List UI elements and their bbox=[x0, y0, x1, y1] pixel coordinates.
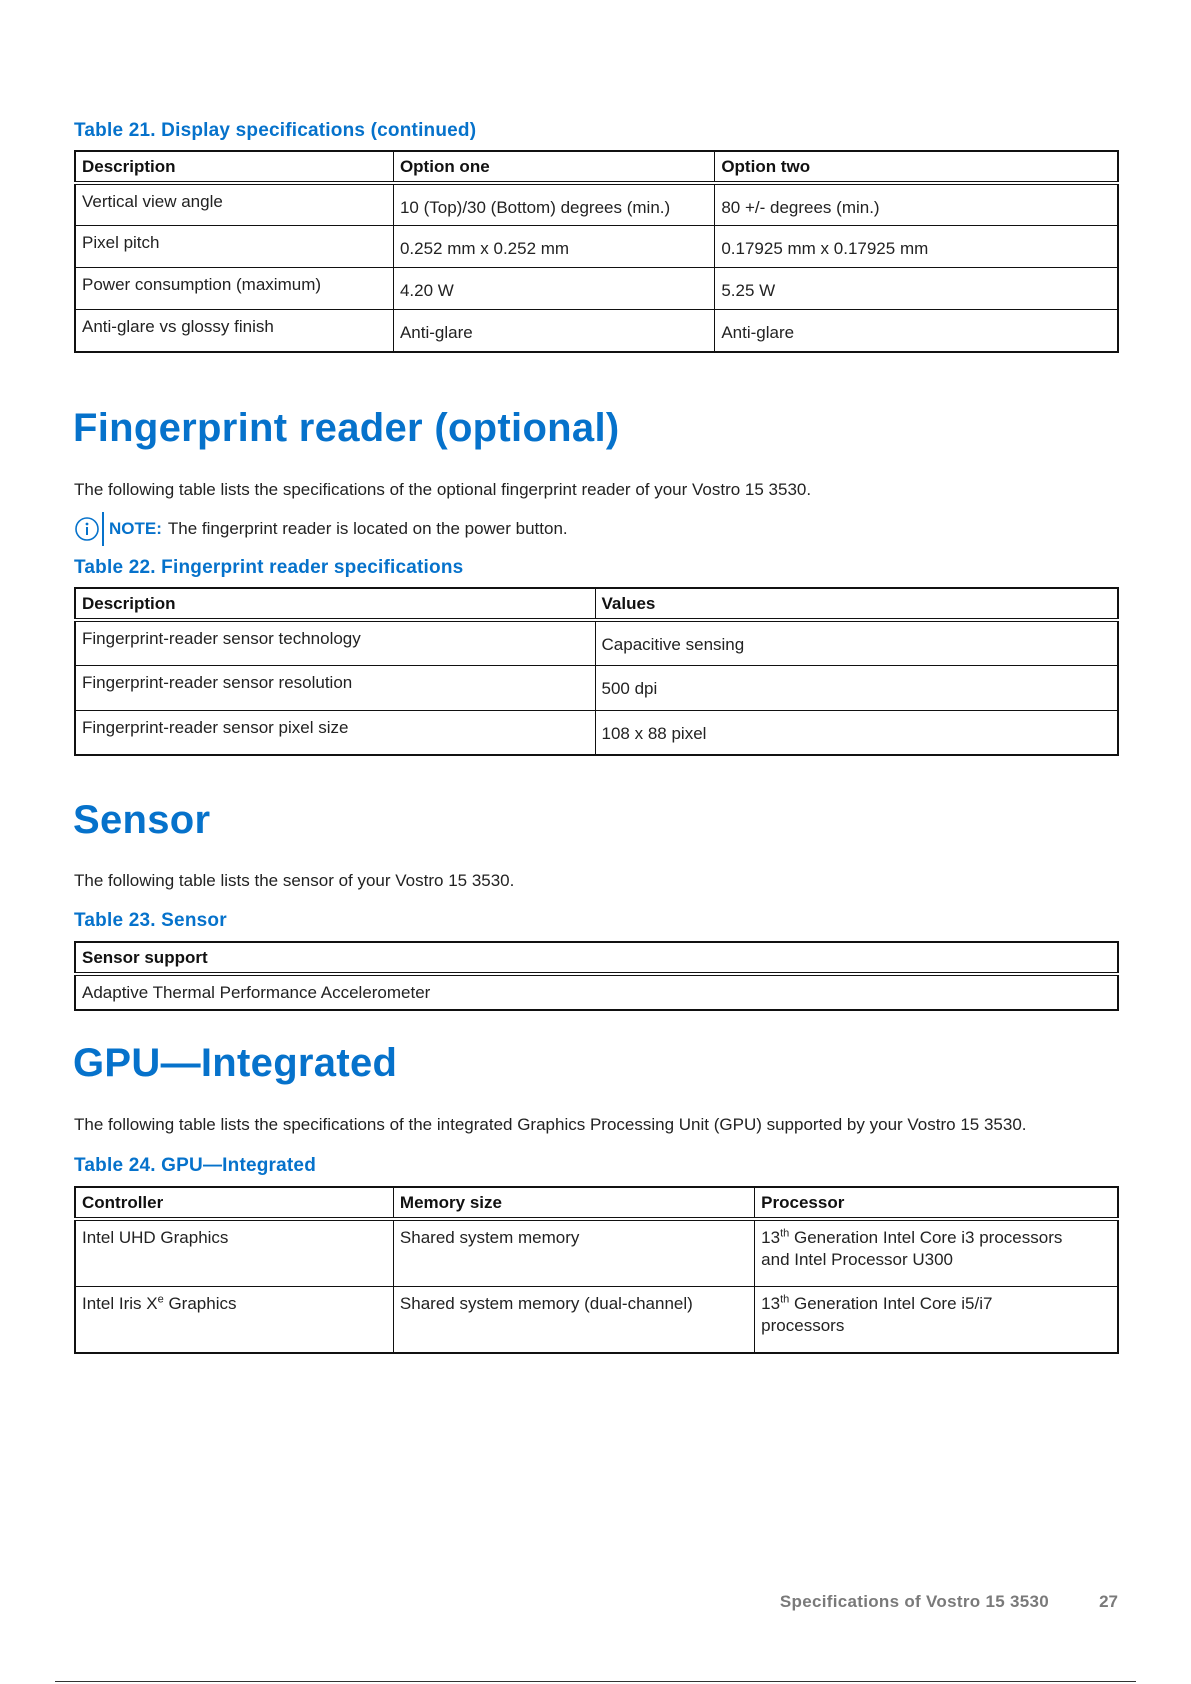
footer-title: Specifications of Vostro 15 3530 bbox=[779, 1592, 1049, 1611]
table-row bbox=[75, 710, 1118, 755]
fingerprint-table-caption: Table 22. Fingerprint reader specifications bbox=[74, 557, 464, 578]
table-cell: Shared system memory bbox=[393, 1219, 754, 1286]
processor-line: and Intel Processor U300 bbox=[761, 1250, 954, 1269]
table-row bbox=[75, 974, 1118, 1010]
table-cell: 4.20 W bbox=[393, 267, 714, 309]
table-row bbox=[75, 267, 1118, 309]
fingerprint-section-title: Fingerprint reader (optional) bbox=[73, 406, 620, 450]
display-table-caption: Table 21. Display specifications (continued) bbox=[74, 120, 477, 141]
fingerprint-spec-table bbox=[74, 587, 1119, 756]
table-cell: 500 dpi bbox=[595, 665, 1118, 710]
table-cell bbox=[755, 1219, 1118, 1286]
processor-line: Generation Intel Core i5/i7 bbox=[789, 1293, 993, 1313]
table-row bbox=[75, 620, 1118, 665]
table-cell: Fingerprint-reader sensor pixel size bbox=[75, 710, 595, 755]
info-icon bbox=[74, 516, 100, 542]
table-header-cell: Memory size bbox=[393, 1187, 754, 1219]
table-header-cell: Controller bbox=[75, 1187, 393, 1219]
table-header-cell: Option two bbox=[715, 151, 1118, 183]
sensor-table-caption: Table 23. Sensor bbox=[74, 910, 227, 931]
table-row bbox=[75, 309, 1118, 352]
table-cell: Adaptive Thermal Performance Accelerometer bbox=[75, 974, 1118, 1010]
table-header-row bbox=[75, 1187, 1118, 1219]
table-header-row bbox=[75, 588, 1118, 620]
fingerprint-intro: The following table lists the specifications of the optional fingerprint reader of your Vostro 15 3530. bbox=[74, 480, 812, 499]
processor-generation: 13 bbox=[761, 1228, 781, 1247]
table-cell bbox=[755, 1286, 1118, 1353]
processor-line: processors bbox=[761, 1315, 845, 1335]
gpu-section-title: GPU—Integrated bbox=[73, 1041, 398, 1085]
sensor-section-title: Sensor bbox=[73, 798, 211, 842]
ordinal-suffix: th bbox=[780, 1227, 790, 1240]
table-header-row bbox=[75, 151, 1118, 183]
table-cell: 0.252 mm x 0.252 mm bbox=[393, 225, 714, 267]
table-cell bbox=[75, 1286, 393, 1353]
table-header-cell: Option one bbox=[393, 151, 714, 183]
footer-divider bbox=[55, 1681, 1136, 1682]
table-cell: Fingerprint-reader sensor resolution bbox=[75, 665, 595, 710]
display-spec-table bbox=[74, 150, 1119, 353]
table-header-cell: Sensor support bbox=[75, 942, 1118, 974]
superscript: e bbox=[157, 1292, 164, 1305]
table-cell: 80 +/- degrees (min.) bbox=[715, 183, 1118, 225]
table-cell: Anti-glare vs glossy finish bbox=[75, 309, 393, 352]
table-cell: 108 x 88 pixel bbox=[595, 710, 1118, 755]
table-header-cell: Values bbox=[595, 588, 1118, 620]
table-row bbox=[75, 665, 1118, 710]
sensor-spec-table bbox=[74, 941, 1119, 1011]
gpu-table-caption: Table 24. GPU—Integrated bbox=[74, 1155, 317, 1176]
gpu-spec-table bbox=[74, 1186, 1119, 1354]
table-row bbox=[75, 225, 1118, 267]
page-number: 27 bbox=[1099, 1592, 1118, 1611]
note-text: The fingerprint reader is located on the power button. bbox=[167, 519, 568, 538]
table-cell: Anti-glare bbox=[715, 309, 1118, 352]
table-row bbox=[75, 183, 1118, 225]
processor-line: Generation Intel Core i3 processors bbox=[789, 1228, 1063, 1247]
table-cell: 5.25 W bbox=[715, 267, 1118, 309]
note-label: NOTE: bbox=[109, 519, 162, 538]
table-header-cell: Description bbox=[75, 588, 595, 620]
sensor-intro: The following table lists the sensor of your Vostro 15 3530. bbox=[74, 871, 515, 890]
table-cell: 10 (Top)/30 (Bottom) degrees (min.) bbox=[393, 183, 714, 225]
table-cell: Shared system memory (dual-channel) bbox=[393, 1286, 754, 1353]
table-cell: Capacitive sensing bbox=[595, 620, 1118, 665]
table-cell: Fingerprint-reader sensor technology bbox=[75, 620, 595, 665]
table-cell: Pixel pitch bbox=[75, 225, 393, 267]
note-box bbox=[74, 511, 568, 547]
note-divider bbox=[102, 512, 104, 546]
table-header-cell: Processor bbox=[755, 1187, 1118, 1219]
gpu-intro: The following table lists the specifications of the integrated Graphics Processing Unit (GPU) supported by your Vostro 15 3530. bbox=[74, 1115, 1027, 1134]
table-cell: Power consumption (maximum) bbox=[75, 267, 393, 309]
table-header-row bbox=[75, 942, 1118, 974]
ordinal-suffix: th bbox=[780, 1292, 790, 1305]
controller-name-suffix: Graphics bbox=[163, 1293, 237, 1313]
table-cell: Anti-glare bbox=[393, 309, 714, 352]
controller-name: Intel Iris X bbox=[82, 1293, 158, 1313]
table-header-cell: Description bbox=[75, 151, 393, 183]
processor-generation: 13 bbox=[761, 1293, 781, 1313]
table-row bbox=[75, 1219, 1118, 1286]
table-cell: Intel UHD Graphics bbox=[75, 1219, 393, 1286]
table-cell: Vertical view angle bbox=[75, 183, 393, 225]
table-cell: 0.17925 mm x 0.17925 mm bbox=[715, 225, 1118, 267]
table-row bbox=[75, 1286, 1118, 1353]
